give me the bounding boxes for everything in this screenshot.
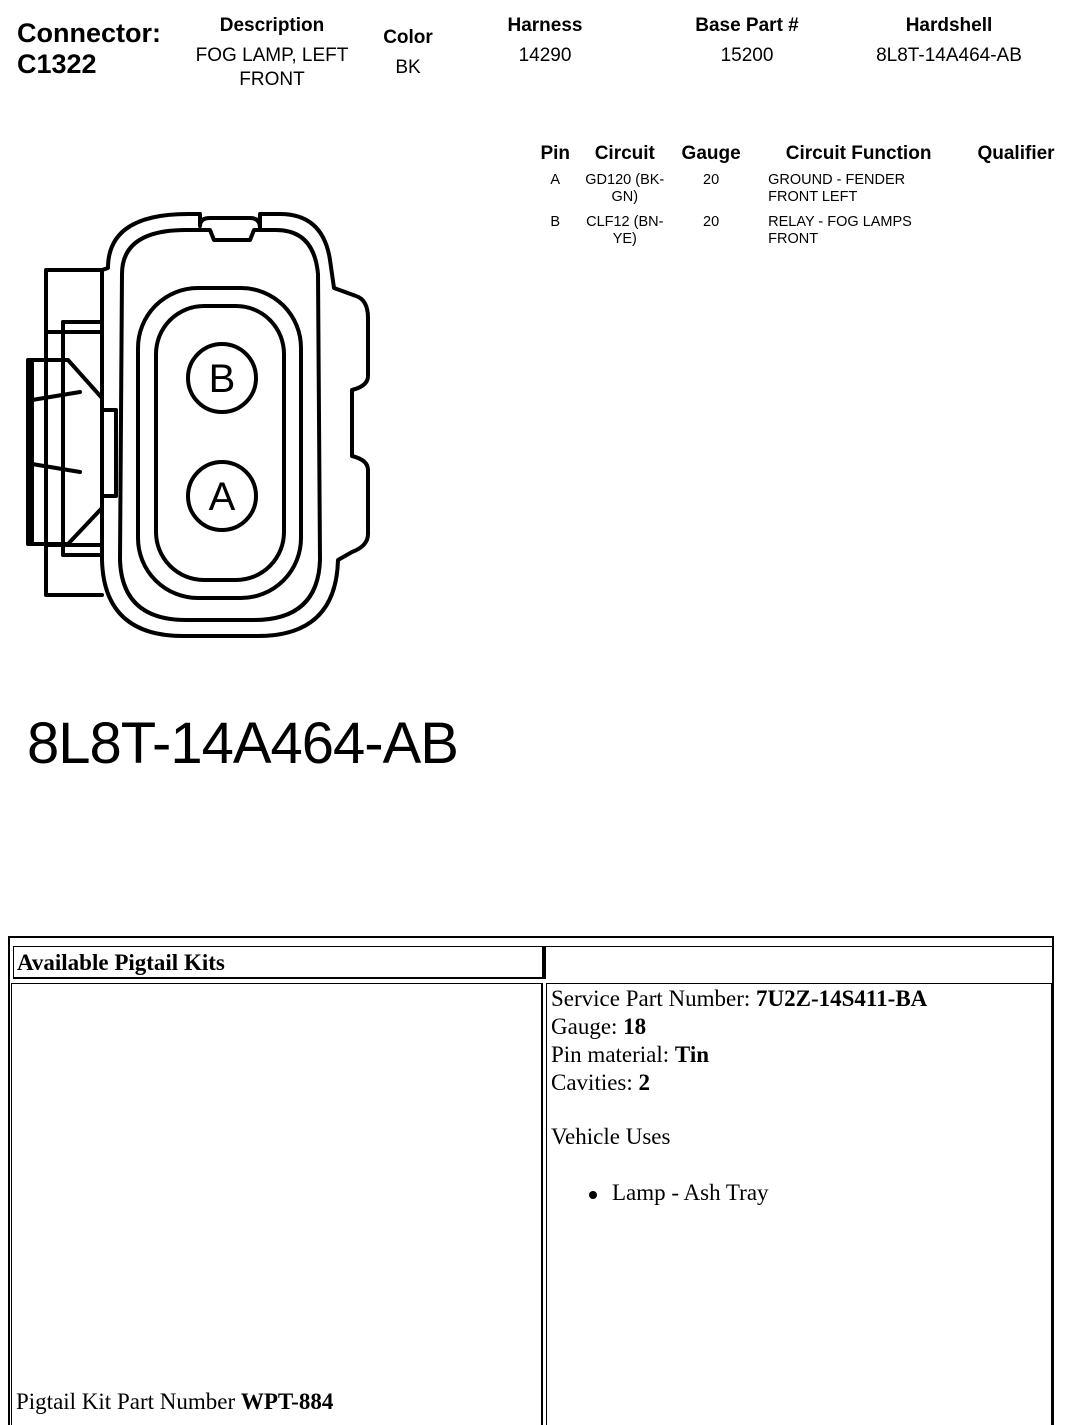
- function-line-1: GROUND - FENDER: [768, 172, 906, 188]
- list-item: Lamp - Ash Tray: [584, 1180, 769, 1206]
- base-part-column: [677, 14, 817, 68]
- pigtail-header-spacer: [544, 946, 1052, 979]
- gauge-value: 18: [623, 1014, 647, 1039]
- color-value: BK: [395, 57, 421, 78]
- pigtail-title: Available Pigtail Kits: [17, 950, 225, 975]
- gauge-line: [551, 1013, 927, 1041]
- service-part-label: Service Part Number:: [551, 986, 751, 1011]
- circuit-cell: [578, 168, 673, 210]
- gauge-header: Gauge: [681, 143, 741, 164]
- service-part-line: [551, 985, 927, 1013]
- pigtail-title-cell: [13, 946, 544, 979]
- circuit-line-2: GN): [611, 189, 639, 205]
- table-row: [533, 168, 1065, 210]
- cavity-outer: [138, 288, 301, 598]
- kit-part-number: [16, 1389, 333, 1415]
- pin-table: [533, 140, 1065, 252]
- qualifier-cell: [967, 168, 1065, 210]
- kit-part-value: WPT-884: [240, 1389, 334, 1414]
- service-part-value: 7U2Z-14S411-BA: [756, 986, 928, 1011]
- function-line-1: RELAY - FOG LAMPS: [768, 214, 912, 230]
- description-value-line-1: FOG LAMP, LEFT: [195, 45, 349, 66]
- connector-title: [17, 18, 161, 80]
- pigtail-image-cell: [11, 983, 543, 1425]
- function-cell: [750, 168, 967, 210]
- color-column: [372, 26, 444, 80]
- connector-label: Connector:: [17, 18, 161, 48]
- pigtail-details-cell: [546, 983, 1053, 1425]
- base-part-label: Base Part #: [695, 15, 799, 36]
- pin-table-header: [533, 140, 1065, 168]
- pin-material-value: Tin: [674, 1042, 710, 1067]
- cavity-inner: [156, 306, 284, 580]
- vehicle-uses-label: Vehicle Uses: [551, 1124, 671, 1149]
- function-line-2: FRONT: [768, 231, 819, 247]
- circuit-header: Circuit: [594, 143, 655, 164]
- gauge-cell: 20: [703, 172, 720, 188]
- description-column: [182, 14, 362, 92]
- circuit-function-header: Circuit Function: [785, 143, 932, 164]
- connector-id: C1322: [17, 49, 97, 79]
- qualifier-cell: [967, 210, 1065, 252]
- pin-cell: A: [550, 172, 561, 188]
- gauge-label: Gauge:: [551, 1014, 618, 1039]
- circuit-line-2: YE): [612, 231, 637, 247]
- circuit-cell: [578, 210, 673, 252]
- pin-material-line: [551, 1041, 927, 1069]
- kit-part-label: Pigtail Kit Part Number: [16, 1389, 236, 1414]
- circuit-line-1: CLF12 (BN-: [586, 214, 664, 230]
- description-value-line-2: FRONT: [239, 69, 305, 90]
- pin-b-label: B: [208, 357, 236, 401]
- function-line-2: FRONT LEFT: [768, 189, 858, 205]
- harness-column: [485, 14, 605, 68]
- cavities-value: 2: [638, 1070, 651, 1095]
- qualifier-header: Qualifier: [977, 143, 1055, 164]
- pin-a-label: A: [208, 475, 236, 519]
- diagram-part-number: 8L8T-14A464-AB: [27, 711, 458, 776]
- vehicle-uses-list: [584, 1180, 769, 1206]
- base-part-value: 15200: [720, 45, 774, 66]
- color-label: Color: [383, 27, 433, 48]
- cavities-label: Cavities:: [551, 1070, 633, 1095]
- harness-label: Harness: [507, 15, 583, 36]
- function-cell: [750, 210, 967, 252]
- connector-face-diagram: [18, 200, 388, 650]
- hardshell-value: 8L8T-14A464-AB: [876, 45, 1022, 66]
- housing-outer-outline: [102, 214, 368, 636]
- pin-b: [188, 344, 256, 412]
- circuit-line-1: GD120 (BK-: [585, 172, 665, 188]
- description-label: Description: [219, 15, 325, 36]
- pin-a: [188, 462, 256, 530]
- harness-value: 14290: [518, 45, 572, 66]
- pin-header: Pin: [540, 143, 571, 164]
- pin-material-label: Pin material:: [551, 1042, 670, 1067]
- pin-cell: B: [550, 214, 561, 230]
- gauge-cell: 20: [703, 214, 720, 230]
- hardshell-label: Hardshell: [905, 15, 993, 36]
- hardshell-column: [858, 14, 1040, 68]
- pigtail-specs: [551, 985, 927, 1097]
- table-row: [533, 210, 1065, 252]
- cavities-line: [551, 1069, 927, 1097]
